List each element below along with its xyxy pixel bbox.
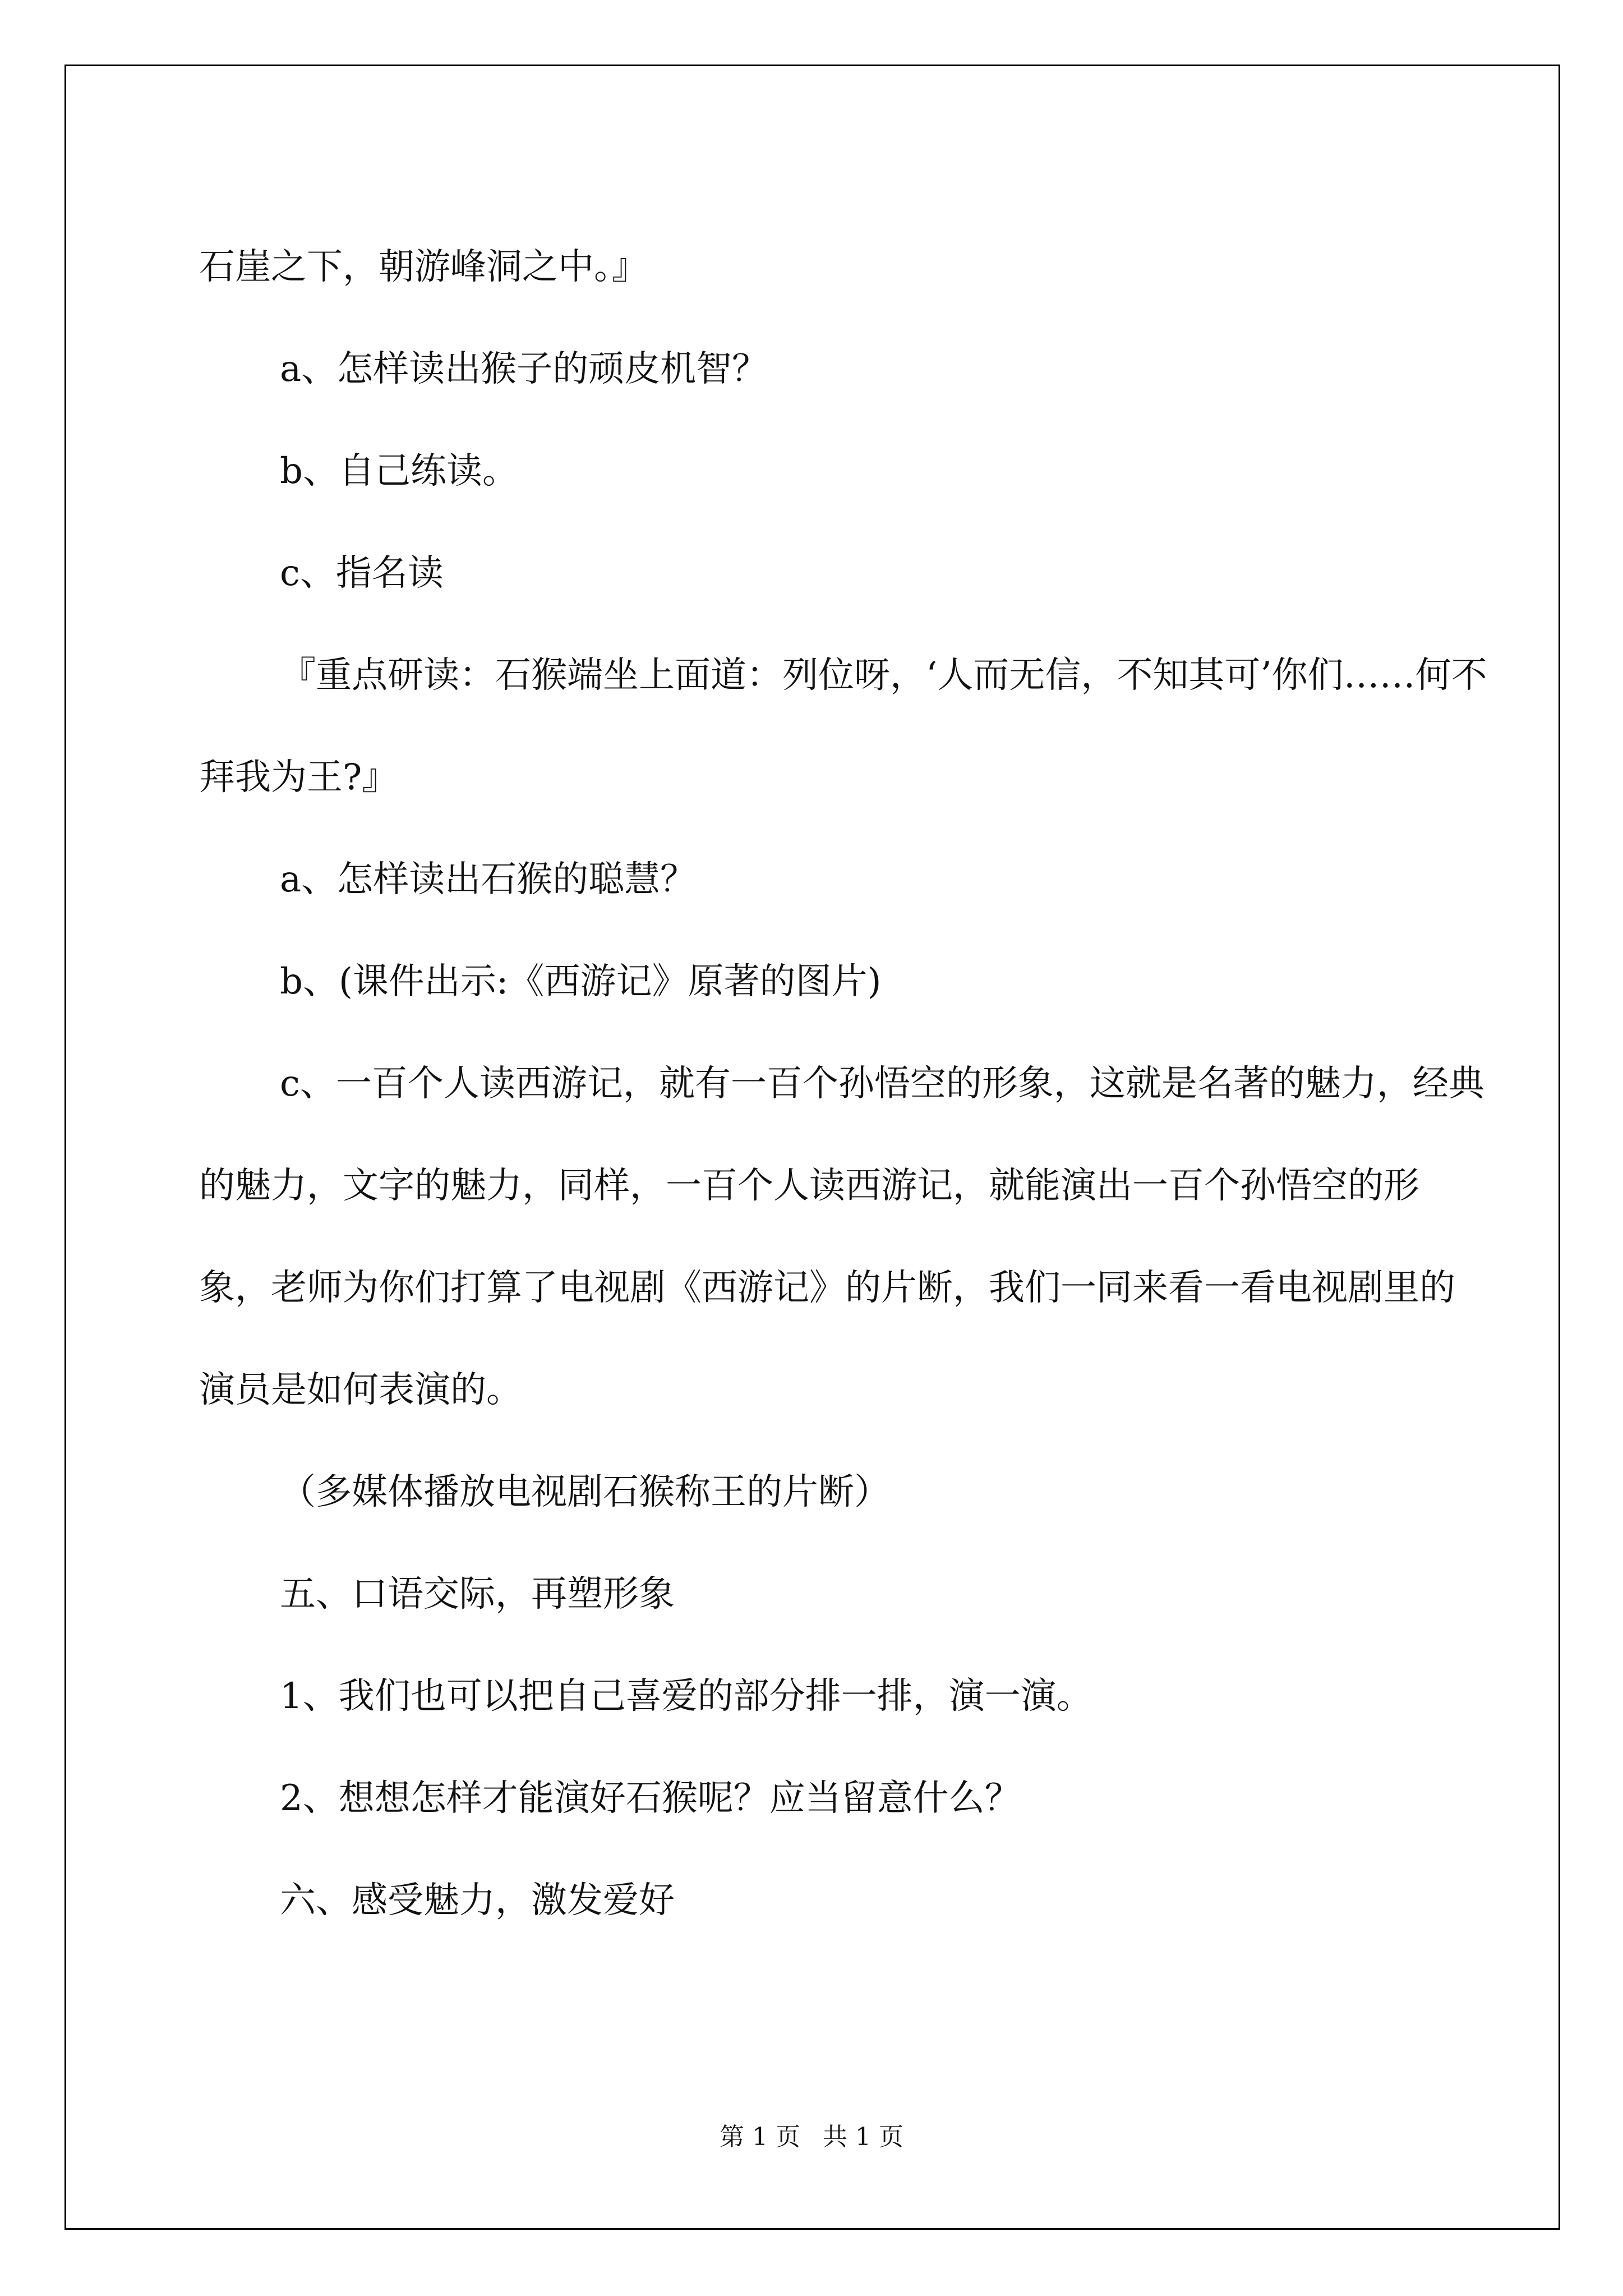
paragraph: 2、想想怎样才能演好石猴呢？应当留意什么？ [280,1778,1021,1819]
document-body [199,216,1489,1952]
paragraph: b、自己练读。 [280,450,518,492]
paragraph: a、怎样读出猴子的顽皮机智？ [280,348,768,390]
paragraph: 1、我们也可以把自己喜爱的部分排一排，演一演。 [280,1676,1092,1717]
section-heading: 六、感受魅力，激发爱好 [280,1880,675,1921]
paragraph: c、一百个人读西游记，就有一百个孙悟空的形象，这就是名著的魅力，经典的魅力，文字的魅力，同样，一百个人读西游记，就能演出一百个孙悟空的形象，老师为你们打算了电视剧《西游记》的片断，我们一同来看一看电视剧里的演员是如何表演的。 [199,1063,1484,1411]
page-number: 第 1 页 [720,2123,800,2151]
section-heading: 五、口语交际，再塑形象 [280,1573,675,1615]
paragraph: （多媒体播放电视剧石猴称王的片断） [280,1471,890,1513]
page-total: 共 1 页 [823,2123,903,2151]
paragraph: b、(课件出示:《西游记》原著的图片) [280,961,882,1002]
paragraph: 『重点研读：石猴端坐上面道：列位呀，‘人而无信，不知其可’你们……何不拜我为王?』 [199,655,1487,798]
paragraph: 石崖之下，朝游峰洞之中。』 [199,246,648,288]
paragraph: c、指名读 [280,553,444,594]
page-footer [0,2120,1623,2154]
paragraph: a、怎样读出石猴的聪慧？ [280,859,697,900]
